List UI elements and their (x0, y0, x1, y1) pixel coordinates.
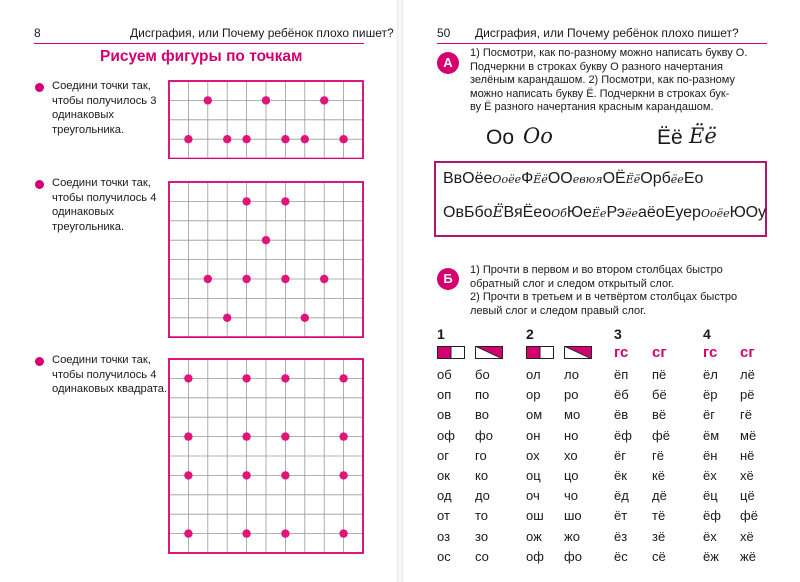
syllable-cell: он (526, 427, 541, 443)
syllable-cell: ёг (703, 407, 715, 423)
script-letters: Об (551, 207, 567, 220)
syllable-cell: сё (652, 548, 666, 564)
grid-dot[interactable] (281, 529, 289, 537)
grid-dot[interactable] (223, 314, 231, 322)
syllable-cell: хё (740, 468, 754, 483)
syllable-cell: шо (564, 508, 582, 524)
syllable-cell: по (475, 387, 490, 403)
column-4-head-2: сг (740, 344, 755, 361)
column-3-head-1: гс (614, 344, 629, 361)
grid-dot[interactable] (339, 471, 347, 479)
syllable-cell: но (564, 427, 579, 443)
syllable-cell: ёх (703, 528, 717, 544)
syllable-cell: зо (475, 528, 489, 544)
open-syllable-icon (475, 346, 503, 359)
grid-dot[interactable] (242, 275, 250, 283)
syllable-cell: цо (564, 468, 579, 483)
syllable-cell: вё (652, 407, 667, 423)
instruction-line: Подчеркни в строках букву О разного начертания (470, 60, 723, 73)
script-letters: Ёё (625, 173, 641, 186)
closed-syllable-icon (526, 346, 554, 359)
sample-yo-script: Ёё (689, 124, 717, 148)
syllable-cell: ёд (614, 488, 629, 504)
syllable-cell: ёл (703, 367, 718, 382)
syllable-cell: мё (740, 427, 757, 443)
grid-dot[interactable] (242, 471, 250, 479)
syllable-cell: од (437, 488, 452, 504)
syllable-cell: ёр (703, 387, 718, 403)
print-letters: Ео (683, 170, 704, 187)
grid-dot[interactable] (281, 135, 289, 143)
syllable-cell: ом (526, 407, 543, 423)
syllable-cell: чо (564, 488, 579, 504)
sample-o-script: Оо (523, 124, 553, 148)
print-letters: ВвОёе (443, 170, 493, 187)
syllable-cell: ёк (614, 468, 627, 483)
grid-dot[interactable] (262, 96, 270, 104)
syllable-cell: оф (437, 427, 455, 443)
syllable-cell: оз (437, 528, 451, 544)
syllable-cell: фо (564, 548, 582, 564)
syllable-cell: ёж (703, 548, 719, 564)
syllable-cell: ёф (614, 427, 632, 443)
instruction-line: ву Ё разного начертания красным карандашом. (470, 101, 714, 113)
task-bullet (35, 357, 44, 366)
syllable-cell: ох (526, 447, 540, 463)
print-letters: ОЁ (602, 170, 626, 187)
syllable-cell: ос (437, 548, 451, 564)
sample-o: Оо (486, 126, 515, 149)
print-letters: ОО (547, 170, 573, 187)
instruction-line: обратный слог и следом открытый слог. (470, 277, 674, 290)
syllable-cell: лё (740, 367, 755, 382)
instruction-line: можно написать букву Ё. Подчеркни в строках бук- (470, 87, 730, 100)
dot-grid-1[interactable] (168, 80, 364, 159)
syllable-cell: зё (652, 528, 666, 544)
grid-dot[interactable] (242, 432, 250, 440)
grid-dot[interactable] (242, 197, 250, 205)
syllable-cell: ёз (614, 528, 628, 544)
task-text-2: Соедини точки так, чтобы получилось 4 одинаковых треугольника. (52, 177, 157, 233)
syllable-cell: ко (475, 468, 489, 483)
script-letters: Ёе (591, 207, 607, 220)
grid-dot[interactable] (242, 374, 250, 382)
syllable-cell: ём (703, 427, 720, 443)
dot-grid-2[interactable] (168, 181, 364, 338)
open-syllable-icon (564, 346, 592, 359)
exercise-b-instruction (470, 264, 764, 318)
syllable-cell: оч (526, 488, 540, 504)
instruction-line: 2) Прочти в третьем и в четвёртом столбцах быстро (470, 291, 738, 303)
script-letters: Ооёе (700, 207, 730, 220)
syllable-cell: ож (526, 528, 542, 544)
syllable-cell: бё (652, 387, 667, 403)
syllable-cell: ов (437, 407, 452, 423)
grid-dot[interactable] (281, 374, 289, 382)
script-letters: ёе (670, 173, 684, 186)
print-letters: ВяЁео (503, 204, 552, 221)
syllable-cell: оц (526, 468, 541, 483)
grid-dot[interactable] (204, 96, 212, 104)
syllable-cell: ош (526, 508, 544, 524)
page-number-left: 8 (34, 26, 41, 40)
print-letters: ЮОу (729, 204, 767, 221)
dot-grid-3[interactable] (168, 358, 364, 554)
instruction-line: левый слог и следом правый слог. (470, 304, 646, 317)
grid-dot[interactable] (184, 471, 192, 479)
syllable-cell: от (437, 508, 450, 524)
column-4-head-1: гс (703, 344, 718, 361)
syllable-cell: ло (564, 367, 579, 382)
grid-dot[interactable] (184, 374, 192, 382)
print-letters: Ф (521, 170, 534, 187)
grid-dot[interactable] (184, 529, 192, 537)
script-letters: евюя (572, 173, 603, 186)
grid-dot[interactable] (281, 197, 289, 205)
task-bullet (35, 180, 44, 189)
syllable-cell: бо (475, 367, 490, 382)
syllable-cell: во (475, 407, 489, 423)
letter-line-2 (443, 203, 766, 222)
syllable-cell: до (475, 488, 490, 504)
print-letters: ОвБбо (443, 204, 493, 221)
grid-dot[interactable] (320, 275, 328, 283)
column-number-1: 1 (437, 326, 445, 342)
syllable-cell: дё (652, 488, 667, 504)
grid-dot[interactable] (339, 374, 347, 382)
grid-dot[interactable] (184, 135, 192, 143)
syllable-cell: оп (437, 387, 452, 403)
syllable-cell: ёб (614, 387, 629, 403)
syllable-cell: ёц (703, 488, 718, 504)
syllable-cell: ёх (703, 468, 717, 483)
print-letters: Рэ (606, 204, 625, 221)
syllable-cell: ро (564, 387, 579, 403)
grid-dot[interactable] (339, 529, 347, 537)
grid-dot[interactable] (184, 432, 192, 440)
print-letters: Орб (640, 170, 671, 187)
grid-dot[interactable] (262, 236, 270, 244)
syllable-cell: хё (740, 528, 754, 544)
syllable-cell: гё (652, 447, 664, 463)
header-rule-left (34, 43, 364, 44)
syllable-cell: рё (740, 387, 755, 403)
syllable-cell: ёв (614, 407, 629, 423)
section-title: Рисуем фигуры по точкам (100, 48, 303, 65)
syllable-cell: гё (740, 407, 752, 423)
syllable-cell: ёг (614, 447, 626, 463)
print-letters: аёоЕуер (637, 204, 701, 221)
script-letters: Ооёе (492, 173, 522, 186)
syllable-cell: ог (437, 447, 449, 463)
syllable-cell: жё (740, 548, 756, 564)
exercise-a-badge: А (437, 52, 459, 74)
instruction-line: 1) Прочти в первом и во втором столбцах быстро (470, 264, 723, 276)
column-number-4: 4 (703, 326, 711, 342)
grid-dot[interactable] (320, 96, 328, 104)
syllable-cell: ёс (614, 548, 628, 564)
syllable-cell: фё (652, 427, 670, 443)
syllable-cell: фо (475, 427, 493, 443)
syllable-cell: ёт (614, 508, 628, 524)
grid-dot[interactable] (281, 471, 289, 479)
book-spine (397, 0, 403, 582)
syllable-cell: пё (652, 367, 667, 382)
running-head-left: Дисграфия, или Почему ребёнок плохо пишет? (130, 26, 394, 40)
syllable-cell: ёф (703, 508, 721, 524)
grid-dot[interactable] (242, 135, 250, 143)
column-number-3: 3 (614, 326, 622, 342)
syllable-cell: го (475, 447, 487, 463)
exercise-a-instruction (470, 47, 764, 115)
syllable-cell: мо (564, 407, 581, 423)
running-head-right: Дисграфия, или Почему ребёнок плохо пишет? (475, 26, 739, 40)
syllable-cell: фё (740, 508, 758, 524)
syllable-cell: тё (652, 508, 666, 524)
grid-dot[interactable] (204, 275, 212, 283)
instruction-line: 1) Посмотри, как по-разному можно написать букву О. (470, 47, 748, 59)
syllable-cell: то (475, 508, 489, 524)
print-letters: Юе (566, 204, 592, 221)
header-rule-right (437, 43, 767, 44)
page-number-right: 50 (437, 26, 451, 40)
sample-yo: Ёё (657, 126, 683, 149)
column-number-2: 2 (526, 326, 534, 342)
script-letters: Ёё (533, 173, 548, 186)
grid-dot[interactable] (281, 432, 289, 440)
task-bullet (35, 83, 44, 92)
exercise-b-badge: Б (437, 268, 459, 290)
task-text-3: Соедини точки так, чтобы получилось 4 одинаковых квадрата. (52, 354, 168, 395)
syllable-cell: ок (437, 468, 450, 483)
syllable-cell: ёп (614, 367, 629, 382)
syllable-cell: кё (652, 468, 665, 483)
grid-dot[interactable] (242, 529, 250, 537)
closed-syllable-icon (437, 346, 465, 359)
grid-dot[interactable] (301, 135, 309, 143)
syllable-cell: ол (526, 367, 541, 382)
grid-dot[interactable] (281, 275, 289, 283)
syllable-cell: ён (703, 447, 718, 463)
instruction-line: зелёным карандашом. 2) Посмотри, как по-разному (470, 74, 735, 86)
letter-line-1 (443, 170, 703, 188)
syllable-cell: хо (564, 447, 578, 463)
script-letters: ёе (624, 207, 638, 220)
grid-dot[interactable] (339, 135, 347, 143)
syllable-cell: со (475, 548, 489, 564)
syllable-cell: нё (740, 447, 755, 463)
syllable-cell: об (437, 367, 452, 382)
task-text-1: Соедини точки так, чтобы получилось 3 одинаковых треугольника. (52, 80, 157, 136)
syllable-cell: жо (564, 528, 580, 544)
grid-dot[interactable] (339, 432, 347, 440)
syllable-cell: оф (526, 548, 544, 564)
syllable-cell: цё (740, 488, 755, 504)
script-letters: Ё (492, 203, 504, 221)
syllable-cell: ор (526, 387, 541, 403)
column-3-head-2: сг (652, 344, 667, 361)
grid-dot[interactable] (301, 314, 309, 322)
grid-dot[interactable] (223, 135, 231, 143)
